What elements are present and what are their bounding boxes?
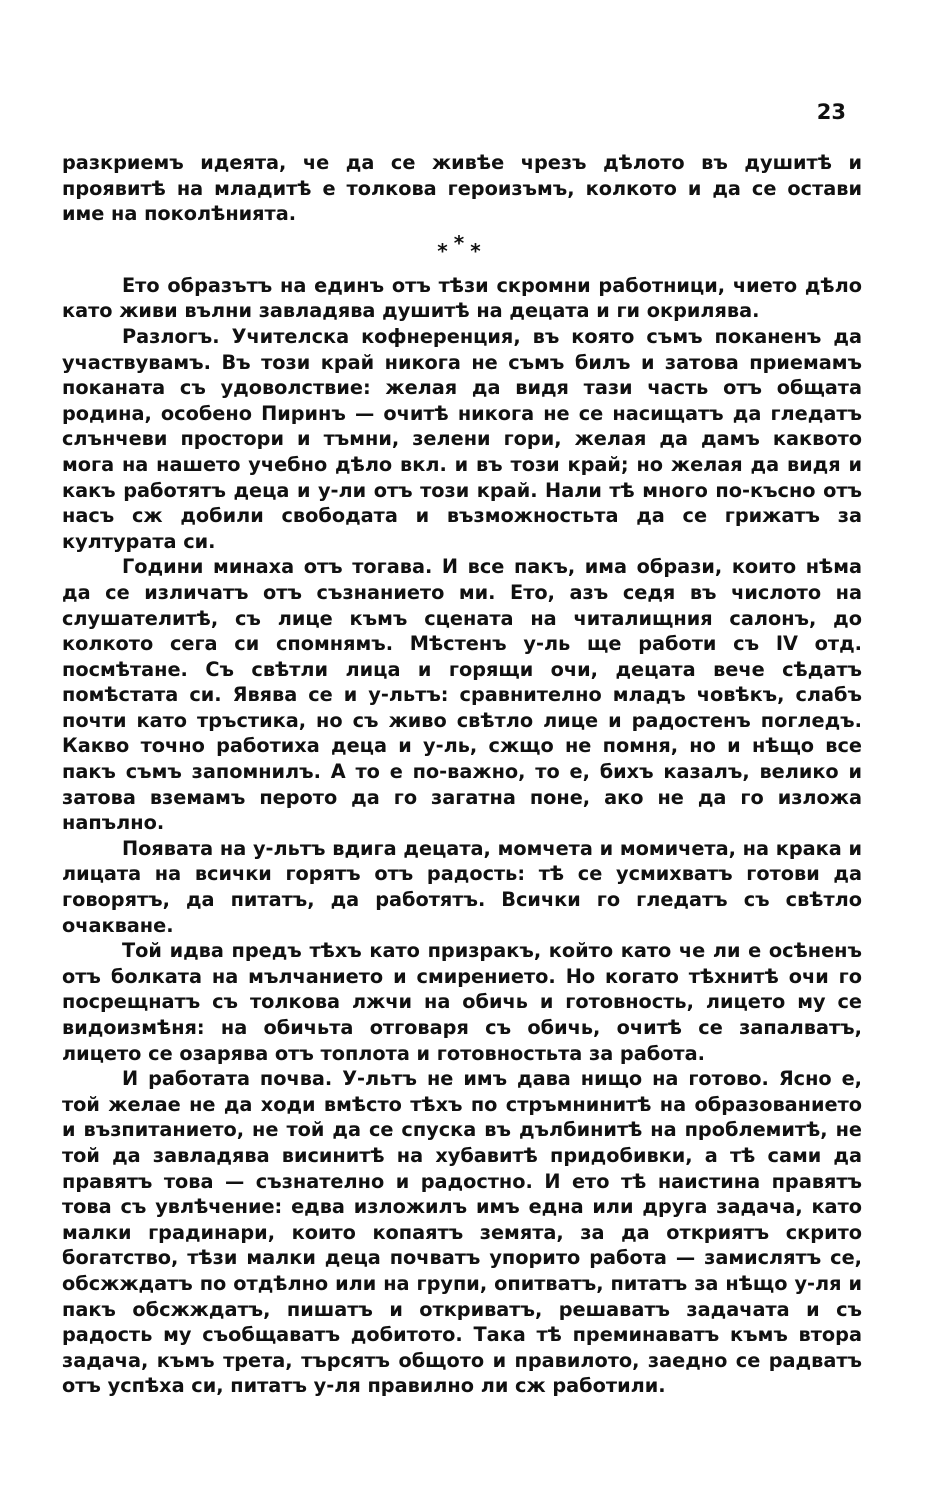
separator-star-left: * [437, 238, 454, 263]
paragraph-work: И работата почва. У-льтъ не имъ дава нищо на готово. Ясно е, той желае не да ходи вмѣсто тѣхъ по стръмнинитѣ на образованието и възпитанието, не той да се спуска въ дълбинитѣ на проблемитѣ, не той да завладява висинитѣ на хубавитѣ придобивки, а тѣ сами да правятъ това — съзнателно и радостно. И ето тѣ наистина правятъ това съ увлѣчение: едва изложилъ имъ една или друга задача, като малки градинари, които копаятъ земята, за да откриятъ скрито богатство, тѣзи малки деца почватъ упорито работа — замислятъ се, обсжждатъ по отдѣлно или на групи, опитватъ, питатъ за нѣщо у-ля и пакъ обсжждатъ, пишатъ и откриватъ, решаватъ задачата и съ радость му съобщаватъ добитото. Така тѣ преминаватъ къмъ втора задача, къмъ трета, търсятъ общото и правилото, заедно се радватъ отъ успѣха си, питатъ у-ля правилно ли сж работили. [62, 1067, 862, 1398]
paragraph-intro: Ето образътъ на единъ отъ тѣзи скромни работници, чието дѣло като живи вълни завладява душитѣ на децата и ги окрилява. [62, 273, 862, 323]
paragraph-razlog: Разлогъ. Учителска кофнеренция, въ която съмъ поканенъ да участвувамъ. Въ този край никога не съмъ билъ и затова приемамъ поканата съ удоволствие: желая да видя тази часть отъ общата родина, особено Пиринъ — очитѣ никога не се насищатъ да гледатъ слънчеви простори и тъмни, зелени гори, желая да дамъ каквото мога на нашето учебно дѣло вкл. и въ този край; но желая да видя и какъ работятъ деца и у-ли отъ този край. Нали тѣ много по-късно отъ насъ сж добили свободата и възможностьта да се грижатъ за културата си. [62, 324, 862, 553]
separator-star-top: * [453, 230, 471, 255]
page-text [62, 150, 862, 1399]
paragraph-years: Години минаха отъ тогава. И все пакъ, има образи, които нѣма да се изличатъ отъ съзнанието ми. Ето, азъ седя въ числото на слушателитѣ, съ лице къмъ сцената на читалищния салонъ, до колкото сега си спомнямъ. Мѣстенъ у-ль ще работи съ IV отд. посмѣтане. Съ свѣтли лица и горящи очи, децата вече сѣдатъ помѣстата си. Явява се и у-льтъ: сравнително младъ човѣкъ, слабъ почти като тръстика, но съ живо свѣтло лице и радостенъ погледъ. Какво точно работиха деца и у-ль, сжщо не помня, но и нѣщо все пакъ съмъ запомнилъ. А то е по-важно, то е, бихъ казалъ, велико и затова вземамъ перото да го загатна поне, ако не да го изложа напълно. [62, 555, 862, 835]
separator-star-right: * [470, 238, 487, 263]
paragraph-continuation: разкриемъ идеята, че да се живѣе чрезъ дѣлото въ душитѣ и проявитѣ на младитѣ е толкова героизъмъ, колкото и да се остави име на поколѣнията. [62, 151, 862, 226]
paragraph-appearance: Появата на у-льтъ вдига децата, момчета и момичета, на крака и лицата на всички горятъ отъ радость: тѣ се усмихватъ готови да говорятъ, да питатъ, да работятъ. Всички го гледатъ съ свѣтло очакване. [62, 836, 862, 937]
section-separator [62, 231, 862, 271]
paragraph-ghost: Той идва предъ тѣхъ като призракъ, който като че ли е осѣненъ отъ болката на мълчанието и смирението. Но когато тѣхнитѣ очи го посрещнатъ съ толкова лжчи на обичь и готовность, лицето му се видоизмѣня: на обичьта отговаря съ обичь, очитѣ се запалватъ, лицето се озарява отъ топлота и готовностьта за работа. [62, 939, 862, 1065]
page-number: 23 [816, 100, 846, 124]
